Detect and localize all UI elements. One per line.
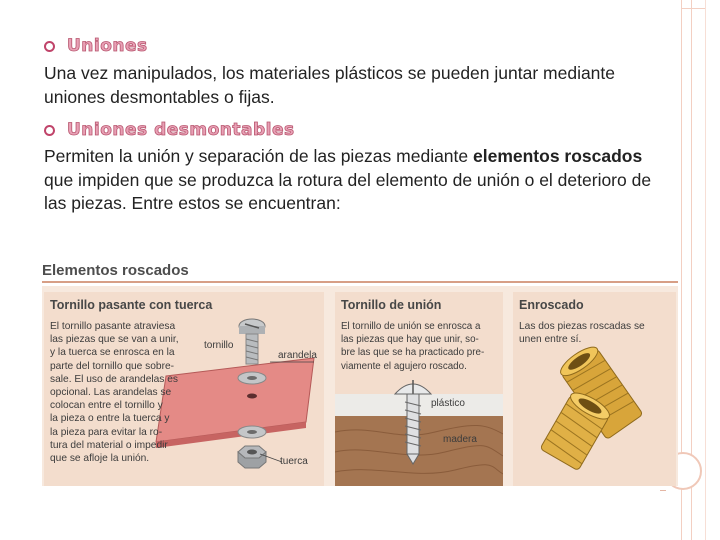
panel-description [519,320,645,346]
heading-uniones [44,36,148,56]
text-line: la pieza o entre la tuerca y [50,413,170,425]
heading-uniones-desmontables [44,120,295,140]
text-line: opcional. Las arandelas se [50,387,172,399]
label-madera: madera [443,434,477,445]
label-tornillo: tornillo [204,340,234,351]
text-line: viamente el agujero roscado. [341,360,467,372]
paragraph-uniones: Una vez manipulados, los materiales plásticos se pueden juntar mediante uniones desmontables o fijas. [44,63,616,107]
text-line: El tornillo pasante atraviesa [50,321,176,332]
panel-title: Tornillo pasante con tuerca [50,298,213,312]
text-line: parte del tornillo que sobre- [50,360,175,372]
text-line: colocan entre el tornillo y [50,400,163,412]
text-line: que se afloje la unión. [50,453,150,465]
paragraph-bold-term: elementos roscados [473,146,643,166]
text-line: y la tuerca se enrosca en la [50,347,175,359]
bullet-icon [44,41,55,52]
text-line: las piezas que se van a unir, [50,334,179,346]
figure-title-rule [42,281,678,283]
paragraph-text: que impiden que se produzca la rotura del elemento de unión o el deterioro de las piezas. Entre estos se encuentran: [44,169,652,213]
panel-description [341,320,484,373]
text-line: tura del material o impedir [50,439,168,451]
frame-ornament-tick [660,490,666,491]
text-line: la pieza para evitar la ro- [50,426,163,438]
figure-title: Elementos roscados [42,262,189,279]
paragraph-text: Permiten la unión y separación de las piezas mediante [44,146,473,166]
panel-tornillo-union [335,292,503,486]
bullet-icon [44,125,55,136]
text-line: las piezas que hay que unir, so- [341,334,479,346]
text-line: bre las que se ha practicado pre- [341,347,485,359]
label-tuerca: tuerca [280,456,308,467]
heading-text: Uniones [67,36,148,56]
text-line: Las dos piezas roscadas se [519,321,645,332]
text-line: unen entre sí. [519,334,582,346]
text-line: sale. El uso de arandelas es [50,373,178,385]
heading-text: Uniones desmontables [67,120,295,140]
text-line: El tornillo de unión se enrosca a [341,321,481,332]
panel-tornillo-pasante [44,292,324,486]
panel-enroscado [513,292,676,486]
panel-title: Tornillo de unión [341,298,442,312]
panel-description [50,320,179,465]
label-arandela: arandela [278,350,317,361]
frame-line-outer [705,0,706,540]
frame-top-rule [681,0,705,9]
paragraph-uniones-desmontables [44,145,664,216]
panel-title: Enroscado [519,298,584,312]
label-plastico: plástico [431,398,465,409]
